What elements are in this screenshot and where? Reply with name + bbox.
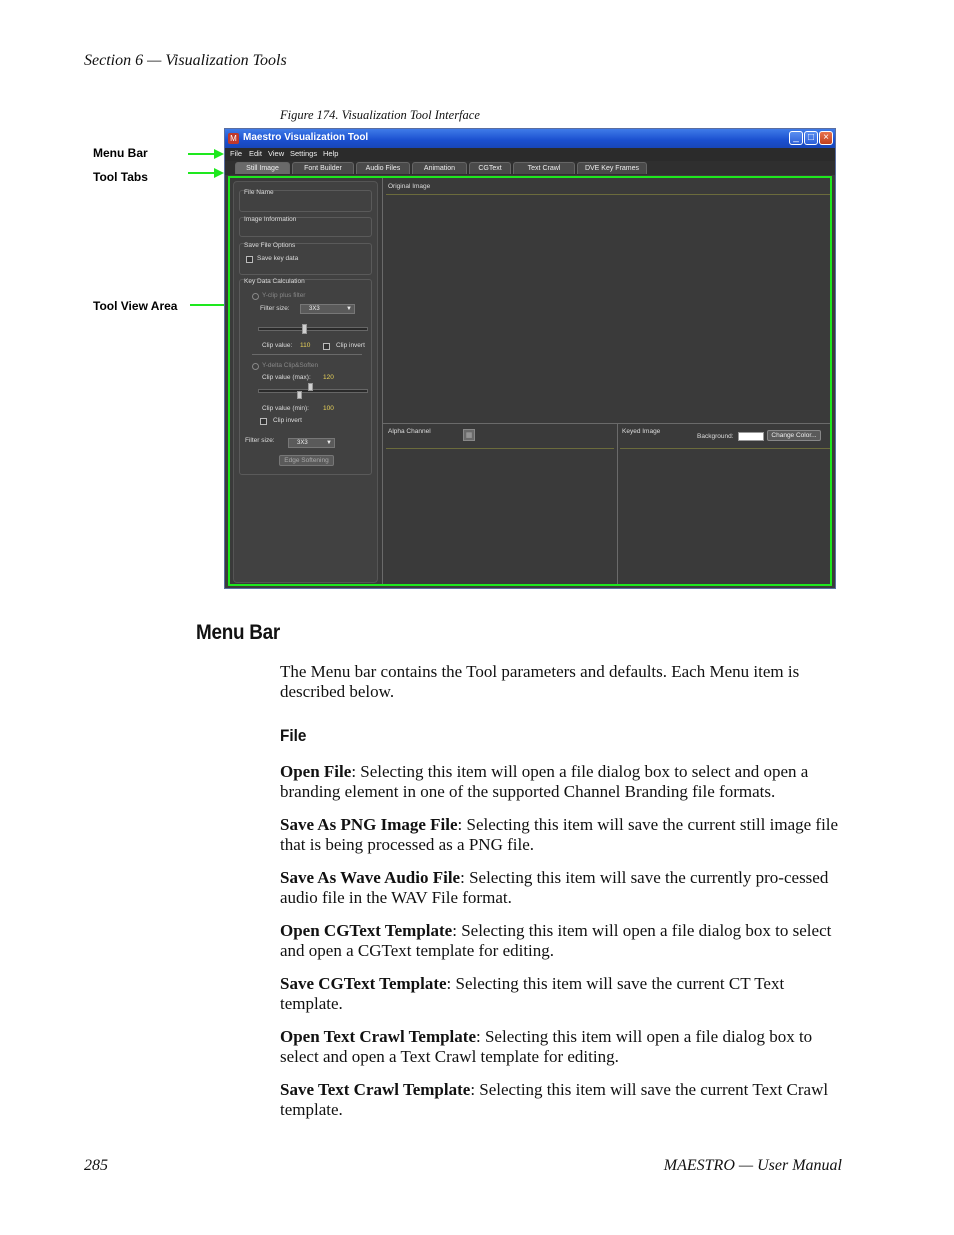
key-data-calculation-label: Key Data Calculation [244,278,305,285]
pane-divider [382,423,830,424]
tab-animation[interactable]: Animation [412,162,467,174]
menu-edit[interactable]: Edit [249,149,262,158]
item-term: Open File [280,762,352,781]
pane-underline [386,194,830,195]
pane-divider-vertical [617,423,618,584]
callout-tool-tabs: Tool Tabs [93,170,148,184]
edge-softening-button[interactable]: Edge Softening [279,455,334,466]
item-term: Save As PNG Image File [280,815,458,834]
filter-size-select[interactable] [300,304,355,314]
background-label: Background: [697,433,734,440]
intro-paragraph: The Menu bar contains the Tool parameters and defaults. Each Menu item is described below. [280,662,800,701]
app-icon: M [228,133,239,144]
file-name-group [239,190,372,212]
clip-value-label: Clip value: [262,342,293,349]
item-term: Save CGText Template [280,974,447,993]
menu-view[interactable]: View [268,149,285,158]
slider-thumb[interactable] [302,324,307,334]
subsection-heading: File [280,726,307,745]
menu-item-description [280,921,845,961]
menu-item-description [280,762,845,802]
image-information-label: Image Information [244,216,297,223]
item-term: Save Text Crawl Template [280,1080,471,1099]
image-icon[interactable]: ▦ [463,429,475,441]
callout-arrow-head [214,149,224,159]
clip-range-slider[interactable] [258,389,368,393]
save-file-options-group [239,243,372,275]
item-desc: : Selecting this item will open a file dialog box to select and open a branding element in one of the supported Channel Branding file formats. [280,762,809,801]
original-image-title: Original Image [388,183,431,190]
close-icon[interactable]: × [819,131,833,145]
clip-min-label: Clip value (min): [262,405,309,412]
visualization-tool-window [224,128,836,589]
title-bar [225,129,835,148]
file-name-label: File Name [244,189,274,196]
running-header: Section 6 — Visualization Tools [84,52,287,69]
tool-view-area [228,176,832,586]
item-desc: : Selecting this item will save the currently pro-cessed audio file in the WAV File format. [280,868,829,907]
section-heading: Menu Bar [196,621,280,644]
figure-caption: Figure 174. Visualization Tool Interface [280,108,480,122]
menu-help[interactable]: Help [323,149,339,158]
item-desc: : Selecting this item will save the current Text Crawl template. [280,1080,829,1119]
callout-arrow-head [214,168,224,178]
clip-invert-checkbox[interactable] [323,343,330,350]
change-color-button[interactable]: Change Color... [767,430,821,441]
maximize-icon[interactable]: □ [804,131,818,145]
callout-menu-bar: Menu Bar [93,146,148,160]
yclip-label: Y-clip plus filter [262,292,306,299]
filter-size2-value: 3X3 [297,440,308,446]
menu-settings[interactable]: Settings [290,149,318,158]
item-desc: : Selecting this item will open a file dialog box to select and open a CGText template for editing. [280,921,832,960]
ydelta-label: Y-delta Clip&Soften [262,362,319,369]
callout-tool-view-area: Tool View Area [93,299,178,313]
tab-font-builder[interactable]: Font Builder [292,162,354,174]
menu-item-description [280,974,845,1014]
image-information-group [239,217,372,237]
tab-dve-key-frames[interactable]: DVE Key Frames [577,162,647,174]
tool-tabs [225,161,835,175]
menu-item-description [280,815,845,855]
item-desc: : Selecting this item will save the current still image file that is being processed as a PNG file. [280,815,839,854]
yclip-radio[interactable] [252,293,259,300]
window-title: Maestro Visualization Tool [243,132,369,143]
clip-max-label: Clip value (max): [262,374,311,381]
filter-size-label: Filter size: [260,305,290,312]
item-term: Open Text Crawl Template [280,1027,476,1046]
callout-line [190,304,228,306]
menu-item-description [280,868,845,908]
tab-text-crawl[interactable]: Text Crawl [513,162,575,174]
callout-arrow-line [188,172,216,174]
menu-item-description [280,1080,845,1120]
clip-value-slider[interactable] [258,327,368,331]
pane-underline [620,448,830,449]
save-file-options-label: Save File Options [244,242,296,249]
running-footer: MAESTRO — User Manual [663,1157,842,1174]
slider-thumb-max[interactable] [308,383,313,391]
chevron-down-icon: ▼ [326,440,332,446]
alpha-channel-title: Alpha Channel [388,428,431,435]
save-key-data-checkbox[interactable] [246,256,253,263]
page-number: 285 [84,1157,108,1174]
separator [252,354,362,355]
pane-underline [386,448,614,449]
minimize-icon[interactable]: _ [789,131,803,145]
clip-invert-label: Clip invert [336,342,365,349]
clip-min-value: 100 [323,405,334,412]
tab-still-image[interactable]: Still Image [235,162,290,174]
keyed-image-title: Keyed Image [622,428,661,435]
menu-item-description [280,1027,845,1067]
left-control-panel [233,181,378,583]
slider-thumb-min[interactable] [297,391,302,399]
filter-size-value: 3X3 [309,306,320,312]
menu-bar [225,148,835,161]
tab-cgtext[interactable]: CGText [469,162,511,174]
save-key-data-label: Save key data [257,255,299,262]
chevron-down-icon: ▼ [346,306,352,312]
tab-audio-files[interactable]: Audio Files [356,162,410,174]
clip-invert2-checkbox[interactable] [260,418,267,425]
filter-size2-select[interactable] [288,438,335,448]
item-term: Save As Wave Audio File [280,868,461,887]
menu-file[interactable]: File [230,149,243,158]
background-color-swatch[interactable] [738,432,764,441]
key-data-calculation-group [239,279,372,475]
clip-max-value: 120 [323,374,334,381]
callout-arrow-line [188,153,216,155]
clip-invert2-label: Clip invert [273,417,302,424]
ydelta-radio[interactable] [252,363,259,370]
item-desc: : Selecting this item will open a file dialog box to select and open a Text Crawl template for editing. [280,1027,813,1066]
filter-size2-label: Filter size: [245,437,275,444]
pane-divider-vertical [382,178,383,584]
item-term: Open CGText Template [280,921,453,940]
clip-value: 110 [300,342,311,349]
item-desc: : Selecting this item will save the current CT Text template. [280,974,785,1013]
